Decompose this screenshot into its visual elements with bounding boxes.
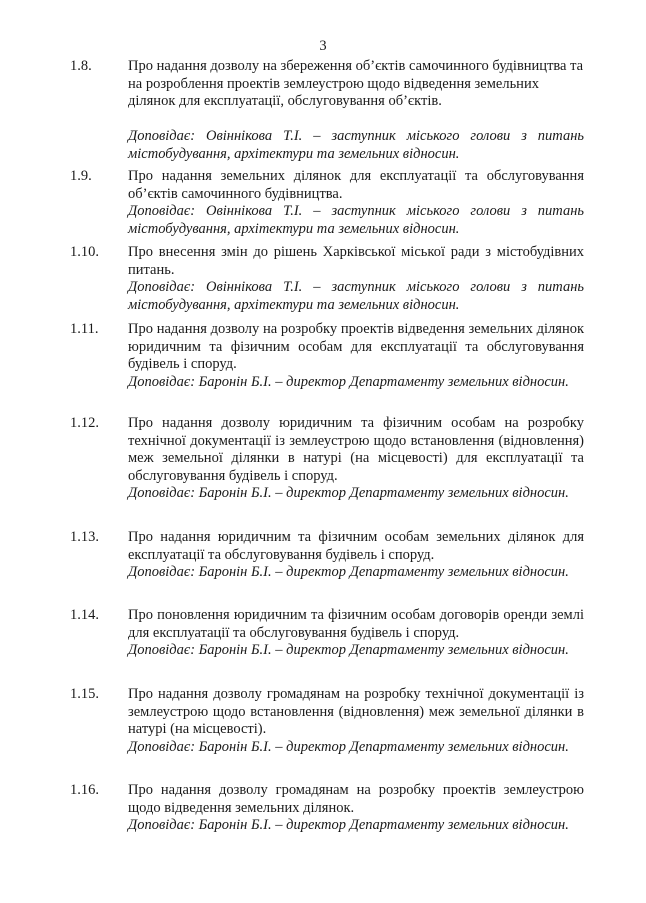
- item-reporter: Доповідає: Овіннікова Т.І. – заступник міського голови з питань містобудування, архітектури та земельних відносин.: [128, 128, 584, 162]
- item-title: Про надання дозволу громадянам на розробку проектів землеустрою щодо відведення земельних ділянок.: [128, 782, 584, 816]
- item-title: Про надання юридичним та фізичним особам земельних ділянок для експлуатації та обслуговування будівель і споруд.: [128, 529, 584, 563]
- item-title: Про надання дозволу на розробку проектів відведення земельних ділянок юридичним та фізичним особам для експлуатації та обслуговування будівель і споруд.: [128, 321, 584, 372]
- item-reporter: Доповідає: Баронін Б.І. – директор Департаменту земельних відносин.: [128, 739, 569, 755]
- item-title: Про надання земельних ділянок для експлуатації та обслуговування об’єктів самочинного будівництва.: [128, 168, 584, 202]
- item-number: 1.14.: [70, 607, 99, 623]
- item-title: Про надання дозволу громадянам на розробку технічної документації із землеустрою щодо встановлення (відновлення) меж земельної ділянки в натурі (на місцевості).: [128, 686, 584, 737]
- item-title: Про надання дозволу на збереження об’єктів самочинного будівництва та на розроблення проектів землеустрою щодо відведення земельних ділянок для експлуатації, обслуговування об’єктів.: [128, 58, 584, 109]
- item-number: 1.15.: [70, 686, 99, 702]
- item-number: 1.12.: [70, 415, 99, 431]
- item-reporter: Доповідає: Баронін Б.І. – директор Департаменту земельних відносин.: [128, 564, 569, 580]
- item-title: Про внесення змін до рішень Харківської міської ради з містобудівних питань.: [128, 244, 584, 278]
- item-reporter: Доповідає: Овіннікова Т.І. – заступник міського голови з питань містобудування, архітектури та земельних відносин.: [128, 203, 584, 237]
- item-title: Про поновлення юридичним та фізичним особам договорів оренди землі для експлуатації та обслуговування будівель і споруд.: [128, 607, 584, 641]
- item-reporter: Доповідає: Баронін Б.І. – директор Департаменту земельних відносин.: [128, 817, 569, 833]
- item-number: 1.9.: [70, 168, 92, 184]
- item-number: 1.11.: [70, 321, 99, 337]
- item-number: 1.8.: [70, 58, 92, 74]
- item-reporter: Доповідає: Баронін Б.І. – директор Департаменту земельних відносин.: [128, 642, 569, 658]
- item-reporter: Доповідає: Овіннікова Т.І. – заступник міського голови з питань містобудування, архітектури та земельних відносин.: [128, 279, 584, 313]
- item-reporter: Доповідає: Баронін Б.І. – директор Департаменту земельних відносин.: [128, 374, 569, 390]
- page-number: 3: [319, 38, 327, 54]
- item-number: 1.10.: [70, 244, 99, 260]
- item-number: 1.13.: [70, 529, 99, 545]
- item-number: 1.16.: [70, 782, 99, 798]
- item-reporter: Доповідає: Баронін Б.І. – директор Департаменту земельних відносин.: [128, 485, 569, 501]
- item-title: Про надання дозволу юридичним та фізичним особам на розробку технічної документації із землеустрою щодо встановлення (відновлення) меж земельної ділянки в натурі (на місцевості) для експлуатації та обслуговування будівель і споруд.: [128, 415, 584, 484]
